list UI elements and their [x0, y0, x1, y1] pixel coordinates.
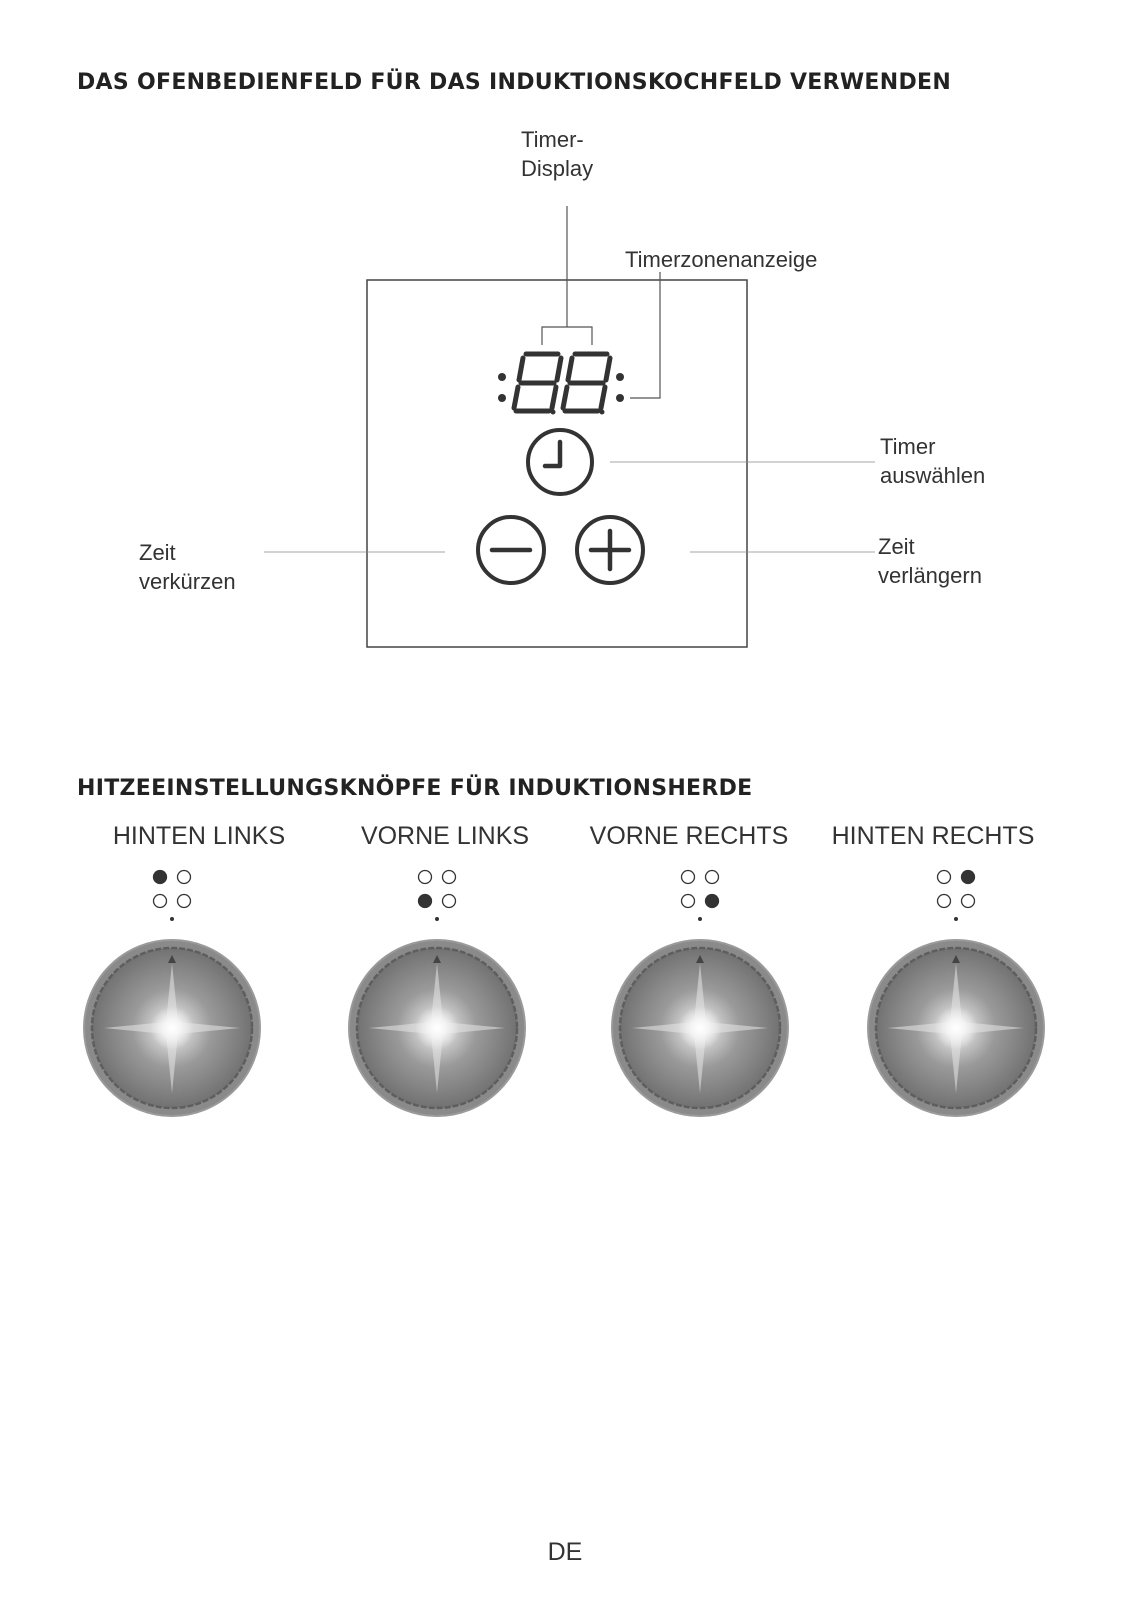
knob-label-front-right: VORNE RECHTS [589, 822, 789, 850]
indicator-center-dot [170, 917, 174, 921]
callout-timer-display: Timer- Display [521, 127, 594, 181]
display-colon-dot [498, 373, 506, 381]
indicator-center-dot [954, 917, 958, 921]
knob-highlight [150, 1006, 194, 1050]
knob-label-front-left: VORNE LINKS [360, 822, 530, 850]
indicator-center-dot [435, 917, 439, 921]
knob-group-back-right [868, 871, 1044, 1117]
timer-display [498, 354, 624, 415]
heat-setting-knobs [84, 871, 1044, 1117]
zone-indicator-back-left [938, 871, 951, 884]
knob-label-back-right: HINTEN RECHTS [831, 822, 1035, 850]
decrease-time-button[interactable] [478, 517, 544, 583]
zone-indicator-back-right-active [962, 871, 975, 884]
zone-indicator-back-right [443, 871, 456, 884]
knob-label-back-left: HINTEN LINKS [112, 822, 286, 850]
display-decimal-dot [551, 410, 556, 415]
timer-select-button[interactable] [528, 430, 592, 494]
zone-indicator-front-left-active [419, 895, 432, 908]
knob-highlight [415, 1006, 459, 1050]
zone-indicator-front-right [962, 895, 975, 908]
display-decimal-dot [600, 410, 605, 415]
indicator-center-dot [698, 917, 702, 921]
increase-time-button[interactable] [577, 517, 643, 583]
callout-timer-zone-indicator: Timerzonenanzeige [625, 247, 818, 272]
zone-indicator-back-left [419, 871, 432, 884]
zone-indicator-back-right [706, 871, 719, 884]
display-digit-8 [514, 354, 561, 411]
knob-group-front-left [349, 871, 525, 1117]
zone-indicator-front-left [938, 895, 951, 908]
section-heading-control-panel: DAS OFENBEDIENFELD FÜR DAS INDUKTIONSKOCHFELD VERWENDEN [77, 70, 952, 95]
display-colon-dot [498, 394, 506, 402]
language-code: DE [547, 1538, 583, 1566]
zone-indicator-front-right [178, 895, 191, 908]
callout-increase-time: Zeit verlängern [878, 534, 982, 588]
zone-indicator-front-right [443, 895, 456, 908]
callout-line-timer-display [542, 206, 592, 345]
heat-knob-back-right[interactable] [868, 940, 1044, 1116]
heat-knob-front-left[interactable] [349, 940, 525, 1116]
callout-timer-select: Timer auswählen [880, 434, 986, 488]
zone-indicator-dot [616, 373, 624, 381]
display-digit-8 [563, 354, 610, 411]
zone-indicator-dot [616, 394, 624, 402]
knob-group-back-left [84, 871, 260, 1117]
heat-knob-back-left[interactable] [84, 940, 260, 1116]
zone-indicator-back-left-active [154, 871, 167, 884]
zone-indicator-front-right-active [706, 895, 719, 908]
heat-knob-front-right[interactable] [612, 940, 788, 1116]
callout-decrease-time: Zeit verkürzen [139, 540, 236, 594]
zone-indicator-front-left [154, 895, 167, 908]
knob-group-front-right [612, 871, 788, 1117]
section-heading-heat-knobs: HITZEEINSTELLUNGSKNÖPFE FÜR INDUKTIONSHERDE [77, 776, 753, 801]
callout-line-timer-zone-indicator [630, 272, 660, 398]
zone-indicator-back-left [682, 871, 695, 884]
zone-indicator-front-left [682, 895, 695, 908]
knob-highlight [934, 1006, 978, 1050]
zone-indicator-back-right [178, 871, 191, 884]
knob-highlight [678, 1006, 722, 1050]
